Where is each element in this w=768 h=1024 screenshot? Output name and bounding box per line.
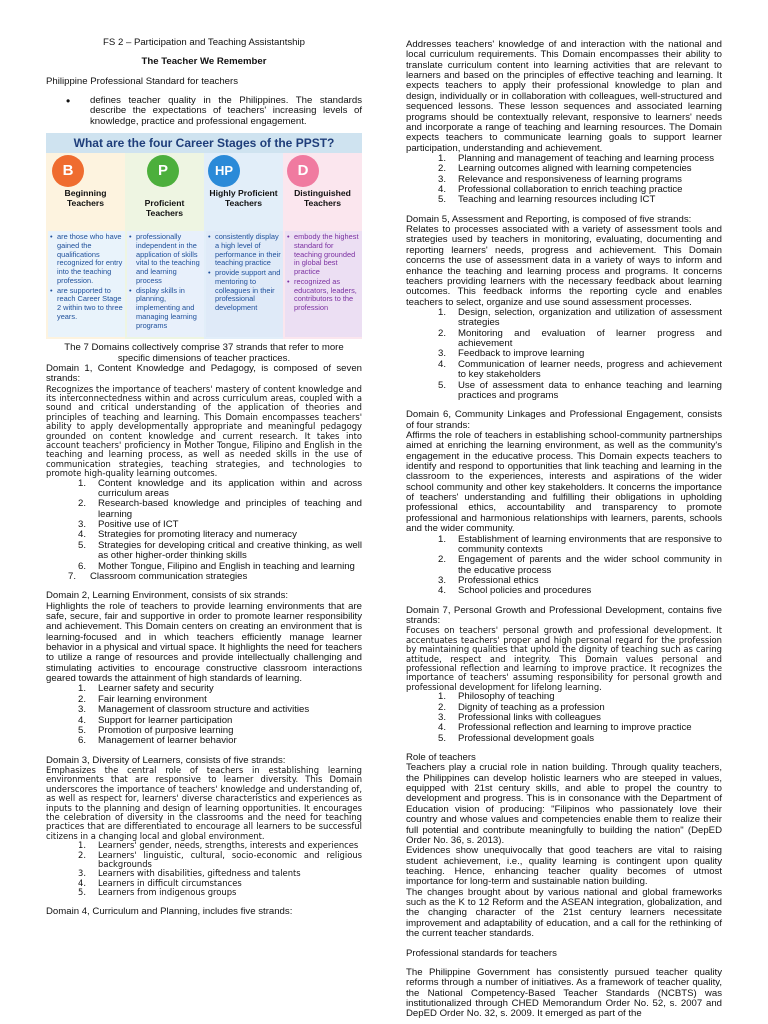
domain1-intro: Domain 1, Content Knowledge and Pedagogy, is composed of seven strands: bbox=[46, 362, 362, 385]
stage-beginning bbox=[46, 153, 125, 339]
strand-item: 4. Support for learner participation bbox=[78, 714, 233, 726]
ppst-heading: Philippine Professional Standard for teachers bbox=[46, 75, 238, 87]
strand-item: 3. Relevance and responsiveness of learning programs bbox=[438, 173, 682, 185]
domain5-strands bbox=[406, 308, 722, 401]
stage-hp-badge-icon: HP bbox=[208, 155, 240, 187]
stage-bullet: • recognized as educators, leaders, contributors to the profession bbox=[287, 278, 361, 313]
stage-desc bbox=[285, 231, 362, 337]
domain3-strands bbox=[46, 841, 362, 897]
stage-name: Beginning Teachers bbox=[64, 188, 107, 209]
domain7-strands bbox=[406, 692, 722, 744]
strand-item: 2. Learning outcomes aligned with learning competencies bbox=[438, 163, 692, 175]
strand-item: 2. Engagement of parents and the wider school community in the educative process bbox=[438, 554, 722, 576]
stage-highly-proficient bbox=[204, 153, 283, 339]
stage-desc bbox=[48, 231, 126, 337]
stage-bullet: • professionally independent in the application of skills vital to the teaching and learning process bbox=[129, 233, 203, 285]
strand-item: 4. Professional collaboration to enrich teaching practice bbox=[438, 184, 683, 196]
strand-item: 4. Professional reflection and learning to improve practice bbox=[438, 722, 692, 734]
strand-item: 3. Management of classroom structure and activities bbox=[78, 704, 310, 716]
strand-item: 2. Monitoring and evaluation of learner progress and achievement bbox=[438, 327, 722, 350]
strand-item: 2. Research-based knowledge and principles of teaching and learning bbox=[78, 498, 362, 520]
strand-item: 3. Learners with disabilities, giftedness and talents bbox=[78, 868, 301, 879]
strand-item: 3. Professional ethics bbox=[438, 574, 539, 586]
strand-item: 7. Classroom communication strategies bbox=[68, 570, 248, 582]
strand-item: 4. Learners in difficult circumstances bbox=[78, 877, 242, 888]
strand-item: 5. Teaching and learning resources including ICT bbox=[438, 194, 656, 206]
stage-b-badge-icon: B bbox=[52, 155, 84, 187]
domain5-intro: Domain 5, Assessment and Reporting, is composed of five strands: bbox=[406, 213, 692, 225]
right-column bbox=[406, 40, 722, 1020]
domain1-desc: Recognizes the importance of teachers' mastery of content knowledge and its interconnectedness within and across curriculum areas, coupled with a sound and critical understanding of the application of theories and principles of teaching and learning. This Domain encompasses teachers' ability to apply developmentally appropriate and meaningful pedagogy grounded on content knowledge and current research. It takes into account teachers' proficiency in Mother Tongue, Filipino and English in the teaching and learning process, as well as needed skills in the use of communication strategies, teaching strategies, and technologies to promote high-quality learning outcomes. bbox=[46, 383, 362, 479]
standards-heading: Professional standards for teachers bbox=[406, 947, 557, 959]
strand-item: 1. Learners' gender, needs, strengths, interests and experiences bbox=[78, 840, 359, 851]
stage-bullet: • consistently display a high level of performance in their teaching practice bbox=[208, 233, 282, 268]
stage-name: Highly Proficient Teachers bbox=[209, 188, 278, 209]
strand-item: 4. Strategies for promoting literacy and numeracy bbox=[78, 529, 297, 541]
stage-bullet: • are those who have gained the qualifications recognized for entry into the teaching profession. bbox=[50, 233, 124, 285]
stage-desc bbox=[127, 231, 205, 337]
strand-item: 1. Philosophy of teaching bbox=[438, 691, 555, 703]
strand-item: 1. Content knowledge and its application within and across curriculum areas bbox=[78, 477, 362, 500]
domain6-strands bbox=[406, 535, 722, 597]
domain3-intro: Domain 3, Diversity of Learners, consists of five strands: bbox=[46, 754, 286, 766]
role-paragraph-3: The changes brought about by various national and global frameworks such as the K to 12 Reform and the ASEAN integration, globalization, and the changing character of the 21st century learners necessitate improvement and adaptability of education, and a call for the rethinking of the current teacher standards. bbox=[406, 886, 722, 940]
standards-paragraph-1: The Philippine Government has consistently pursued teacher quality reforms through a number of initiatives. As a framework of teacher quality, the National Competency-Based Teacher Standards (NCBTS) was institutionalized through CHED Memorandum Order No. 52, s. 2007 and DepED Order No. 32, s. 2009. It emerged as part of the bbox=[406, 966, 722, 1020]
stage-bullet: • provide support and mentoring to colleagues in their professional development bbox=[208, 269, 282, 313]
domain4-intro: Domain 4, Curriculum and Planning, includes five strands: bbox=[46, 905, 293, 917]
figure-title: What are the four Career Stages of the PPST? bbox=[46, 133, 362, 153]
role-paragraph-2: Evidences show unequivocally that good teachers are vital to raising student achievement, i.e., quality learning is contingent upon quality teaching. Hence, enhancing teacher quality becomes of utmost importance for long-term and sustainable nation building. bbox=[406, 845, 722, 888]
strand-item: 5. Use of assessment data to enhance teaching and learning practices and programs bbox=[438, 379, 722, 401]
document-header: FS 2 – Participation and Teaching Assistantship bbox=[103, 37, 305, 48]
stage-name: Proficient Teachers bbox=[144, 198, 185, 219]
strand-item: 3. Feedback to improve learning bbox=[438, 348, 585, 360]
strand-item: 4. School policies and procedures bbox=[438, 585, 592, 597]
stage-bullet: • embody the highest standard for teaching grounded in global best practice bbox=[287, 233, 361, 277]
ppst-bullet: • defines teacher quality in the Philippines. The standards describe the expectations of teachers' increasing levels of knowledge, practice and professional engagement. bbox=[46, 96, 362, 127]
left-column bbox=[46, 38, 362, 917]
domain1-strands bbox=[46, 479, 362, 583]
domain2-desc: Highlights the role of teachers to provide learning environments that are safe, secure, fair and supportive in order to promote learner responsibility and achievement. This Domain centers on creating an environment that is learning-focused and in which teachers efficiently manage learner behavior in a physical and virtual space. It highlights the need for teachers to utilize a range of resources and provide intellectually challenging and stimulating activities to encourage constructive classroom interactions geared towards the attainment of high standards of learning. bbox=[46, 600, 362, 685]
stage-distinguished bbox=[283, 153, 362, 339]
stage-name: Distinguished Teachers bbox=[294, 188, 351, 209]
domain6-desc: Affirms the role of teachers in establishing school-community partnerships aimed at enriching the learning environment, as well as the community's engagement in the educative process. This Domain expects teachers to identify and respond to opportunities that link teaching and learning in the classroom to the experiences, interests and aspirations of the wider school community and other key stakeholders. It concerns the importance of teachers' understanding and fulfilling their obligations in upholding professional ethics, accountability and transparency to promote professional and harmonious relationships with learners, parents, schools and the wider community. bbox=[406, 429, 722, 535]
ppst-bullet-list bbox=[46, 96, 362, 127]
stage-d-badge-icon: D bbox=[287, 155, 319, 187]
domain2-intro: Domain 2, Learning Environment, consists of six strands: bbox=[46, 590, 289, 602]
domain4-strands bbox=[406, 154, 722, 206]
strand-item: 2. Learners' linguistic, cultural, socio-economic and religious backgrounds bbox=[78, 849, 362, 870]
stage-p-badge-icon: P bbox=[147, 155, 179, 187]
document-title: The Teacher We Remember bbox=[141, 56, 267, 68]
strand-item: 5. Promotion of purposive learning bbox=[78, 724, 234, 736]
stage-proficient bbox=[125, 153, 204, 339]
strand-item: 2. Fair learning environment bbox=[78, 693, 207, 705]
stage-bullet: • display skills in planning, implementing and managing learning programs bbox=[129, 287, 203, 331]
strand-item: 6. Management of learner behavior bbox=[78, 735, 237, 747]
strand-item: 2. Dignity of teaching as a profession bbox=[438, 701, 605, 713]
role-heading: Role of teachers bbox=[406, 752, 476, 764]
figure-caption: The 7 Domains collectively comprise 37 strands that refer to more specific dimensions of teacher practices. bbox=[64, 342, 344, 364]
domain6-intro: Domain 6, Community Linkages and Professional Engagement, consists of four strands: bbox=[406, 409, 722, 431]
domain2-strands bbox=[46, 684, 362, 746]
strand-item: 1. Design, selection, organization and utilization of assessment strategies bbox=[438, 306, 722, 329]
career-stages-figure bbox=[46, 133, 362, 339]
domain7-desc: Focuses on teachers' personal growth and professional development. It accentuates teachers' proper and high personal regard for the profession by maintaining qualities that uphold the dignity of teaching such as caring attitude, respect and integrity. This Domain values personal and professional reflection and learning to improve practice. It recognizes the importance of teachers' assuming responsibility for personal growth and professional development for lifelong learning. bbox=[406, 625, 722, 692]
domain4-desc: Addresses teachers' knowledge of and interaction with the national and local curriculum requirements. This Domain encompasses their ability to translate curriculum content into learning activities that are relevant to learners and based on the principles of effective teaching and learning. It expects teachers to apply their professional knowledge to plan and design, individually or in collaboration with colleagues, well-structured and sequenced lessons. These lesson sequences and associated learning programs should be contextually relevant, responsive to learners' needs and incorporate a range of teaching and learning resources. The Domain expects teachers to communicate learning goals to support learner participation, understanding and achievement. bbox=[406, 39, 722, 154]
strand-item: 1. Establishment of learning environments that are responsive to community contexts bbox=[438, 533, 722, 555]
domain7-intro: Domain 7, Personal Growth and Professional Development, contains five strands: bbox=[406, 604, 722, 627]
domain3-desc: Emphasizes the central role of teachers in establishing learning environments that are responsive to learner diversity. This Domain underscores the importance of teachers' knowledge and understanding of, as well as respect for, learners' diverse characteristics and experiences as inputs to the planning and design of learning opportunities. It encourages the celebration of diversity in the classrooms and the need for teaching practices that are differentiated to encourage all learners to be successful citizens in a changing local and global environment. bbox=[46, 765, 362, 841]
role-paragraph-1: Teachers play a crucial role in nation building. Through quality teachers, the Philippines can develop holistic learners who are steeped in values, equipped with 21st century skills, and able to propel the country to development and progress. This is in consonance with the Department of Education vision of producing: "Filipinos who passionately love their country and whose values and competencies enable them to realize their full potential and contribute meaningfully to building the nation" (DepED Order No. 36, s. 2013). bbox=[406, 762, 722, 846]
stage-bullet: • are supported to reach Career Stage 2 within two to three years. bbox=[50, 287, 124, 322]
strand-item: 6. Mother Tongue, Filipino and English in teaching and learning bbox=[78, 560, 355, 572]
stage-desc bbox=[206, 231, 284, 337]
strand-item: 5. Strategies for developing critical and creative thinking, as well as other higher-order thinking skills bbox=[78, 539, 362, 562]
strand-item: 3. Positive use of ICT bbox=[78, 519, 179, 531]
domain5-desc: Relates to processes associated with a variety of assessment tools and strategies used by teachers in monitoring, evaluating, documenting and reporting learners' needs, progress and achievement. This Domain concerns the use of assessment data in a variety of ways to inform and enhance the teaching and learning process and programs. It concerns teachers providing learners with the necessary feedback about learning outcomes. This feedback informs the reporting cycle and enables teachers to select, organize and use sound assessment processes. bbox=[406, 224, 722, 308]
strand-item: 3. Professional links with colleagues bbox=[438, 711, 601, 723]
strand-item: 5. Learners from indigenous groups bbox=[78, 887, 237, 898]
strand-item: 1. Planning and management of teaching and learning process bbox=[438, 152, 715, 164]
strand-item: 1. Learner safety and security bbox=[78, 683, 214, 695]
strand-item: 4. Communication of learner needs, progress and achievement to key stakeholders bbox=[438, 358, 722, 381]
strand-item: 5. Professional development goals bbox=[438, 732, 594, 744]
